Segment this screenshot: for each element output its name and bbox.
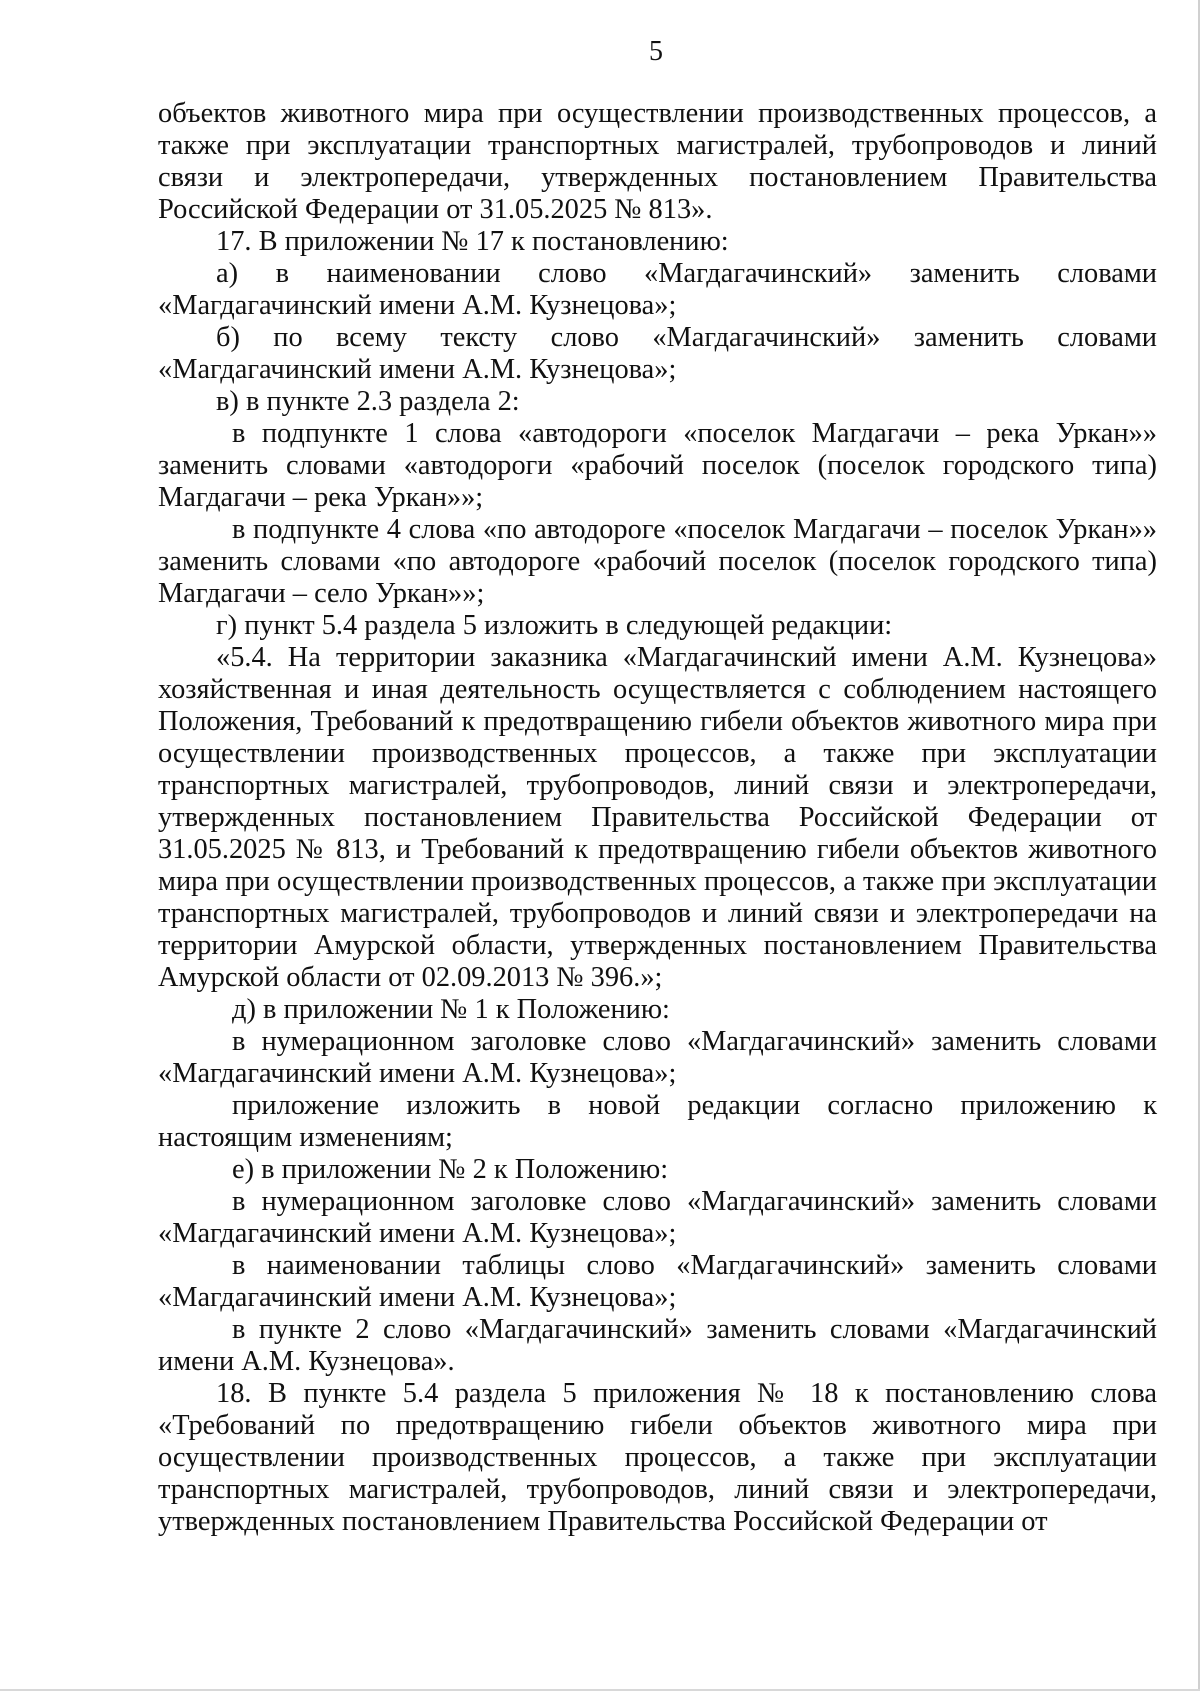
paragraph-17d-header: в нумерационном заголовке слово «Магдагачинский» заменить словами «Магдагачинский имени А.М. Кузнецова»; bbox=[158, 1026, 1157, 1089]
paragraph-17e-header: в нумерационном заголовке слово «Магдагачинский» заменить словами «Магдагачинский имени А.М. Кузнецова»; bbox=[158, 1186, 1157, 1249]
paragraph-item-17: 17. В приложении № 17 к постановлению: bbox=[216, 226, 729, 257]
paragraph-continuation: объектов животного мира при осуществлении производственных процессов, а также при эксплуатации транспортных магистралей, трубопроводов и линий связи и электропередачи, утвержденных постановлением Правительства Российской Федерации от 31.05.2025 № 813». bbox=[158, 98, 1157, 225]
paragraph-item-17d: д) в приложении № 1 к Положению: bbox=[232, 994, 670, 1025]
paragraph-item-17a: а) в наименовании слово «Магдагачинский» заменить словами «Магдагачинский имени А.М. Кузнецова»; bbox=[158, 258, 1157, 321]
page-number: 5 bbox=[649, 36, 663, 67]
paragraph-item-17e: е) в приложении № 2 к Положению: bbox=[232, 1154, 669, 1185]
paragraph-subitem-1: в подпункте 1 слова «автодороги «поселок Магдагачи – река Уркан»» заменить словами «автодороги «рабочий поселок (поселок городского типа) Магдагачи – река Уркан»»; bbox=[158, 418, 1157, 513]
paragraph-17e-table-name: в наименовании таблицы слово «Магдагачинский» заменить словами «Магдагачинский имени А.М. Кузнецова»; bbox=[158, 1250, 1157, 1313]
document-body bbox=[158, 98, 1157, 1538]
paragraph-quote-5-4: «5.4. На территории заказника «Магдагачинский имени А.М. Кузнецова» хозяйственная и иная деятельность осуществляется с соблюдением настоящего Положения, Требований к предотвращению гибели объектов животного мира при осуществлении производственных процессов, а также при эксплуатации транспортных магистралей, трубопроводов, линий связи и электропередачи, утвержденных постановлением Правительства Российской Федерации от 31.05.2025 № 813, и Требований к предотвращению гибели объектов животного мира при осуществлении производственных процессов, а также при эксплуатации транспортных магистралей, трубопроводов и линий связи и электропередачи на территории Амурской области, утвержденных постановлением Правительства Амурской области от 02.09.2013 № 396.»; bbox=[158, 642, 1157, 993]
paragraph-17d-new-edition: приложение изложить в новой редакции согласно приложению к настоящим изменениям; bbox=[158, 1090, 1157, 1153]
paragraph-subitem-4: в подпункте 4 слова «по автодороге «поселок Магдагачи – поселок Уркан»» заменить словами «по автодороге «рабочий поселок (поселок городского типа) Магдагачи – село Уркан»»; bbox=[158, 514, 1157, 609]
paragraph-item-17v: в) в пункте 2.3 раздела 2: bbox=[216, 386, 520, 417]
paragraph-item-17g: г) пункт 5.4 раздела 5 изложить в следующей редакции: bbox=[216, 610, 893, 641]
paragraph-item-18: 18. В пункте 5.4 раздела 5 приложения № 18 к постановлению слова «Требований по предотвращению гибели объектов животного мира при осуществлении производственных процессов, а также при эксплуатации транспортных магистралей, трубопроводов, линий связи и электропередачи, утвержденных постановлением Правительства Российской Федерации от bbox=[158, 1378, 1157, 1537]
paragraph-item-17b: б) по всему тексту слово «Магдагачинский» заменить словами «Магдагачинский имени А.М. Кузнецова»; bbox=[158, 322, 1157, 385]
paragraph-17e-point-2: в пункте 2 слово «Магдагачинский» заменить словами «Магдагачинский имени А.М. Кузнецова». bbox=[158, 1314, 1157, 1377]
